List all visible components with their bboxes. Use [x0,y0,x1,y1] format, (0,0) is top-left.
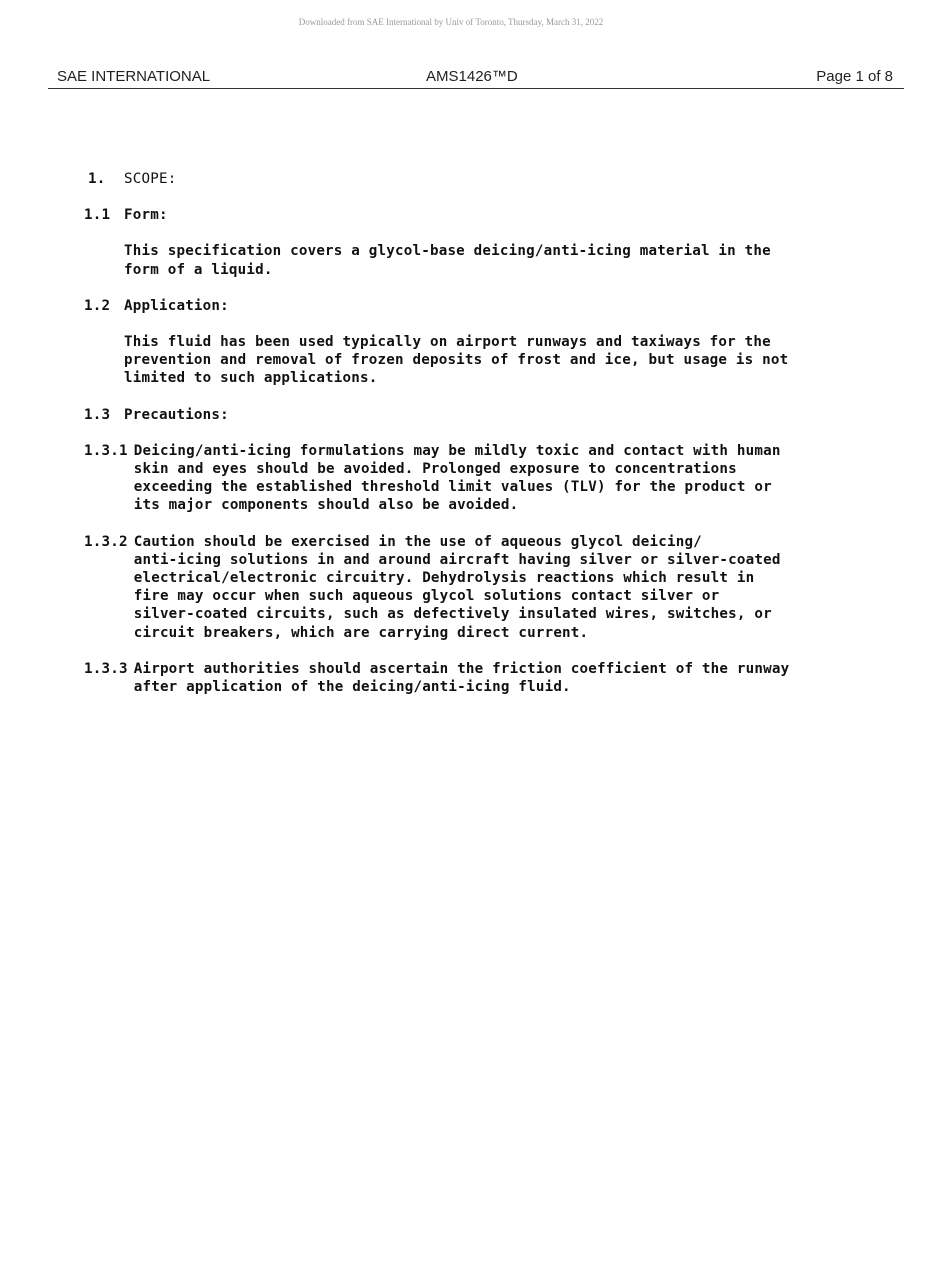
section-title: SCOPE: [124,171,177,187]
section-1-3-heading [84,406,884,424]
section-1-1-paragraph: This specification covers a glycol-base deicing/anti-icing material in the form of a liquid. [124,243,771,278]
section-1-3-1-item [84,442,884,515]
section-1-3-2-item [84,533,884,642]
header-organization: SAE INTERNATIONAL [57,68,211,85]
section-1-2-heading [84,297,884,315]
header-page-number: Page 1 of 8 [816,68,893,85]
item-text: Deicing/anti-icing formulations may be mildly toxic and contact with human skin and eyes should be avoided. Prolonged exposure to concentrations exceeding the established threshold limit values (TLV) for the product or its major components should also be avoided. [133,442,781,514]
section-scope-heading [84,170,884,188]
section-title: Precautions: [124,406,229,423]
item-number: 1.3.2 [84,533,128,550]
page-header [48,68,904,89]
section-title: Application: [124,297,229,314]
section-1-3-3-item [84,660,884,696]
header-document-number: AMS1426™D [426,68,518,85]
section-1-1-heading [84,206,884,224]
item-number: 1.3.1 [84,442,128,459]
section-number: 1.1 [84,207,111,224]
item-number: 1.3.3 [84,660,128,677]
section-title: Form: [124,207,168,224]
item-text: Caution should be exercised in the use of aqueous glycol deicing/ anti-icing solutions in and around aircraft having silver or silver-coated electrical/electronic circuitry. Dehydrolysis reactions which result in fire may occur when such aqueous glycol solutions contact silver or silver-coated circuits, such as defectively insulated wires, switches, or circuit breakers, which are carrying direct current. [133,533,781,641]
section-number: 1.3 [84,406,111,423]
section-1-2-paragraph: This fluid has been used typically on airport runways and taxiways for the prevention and removal of frozen deposits of frost and ice, but usage is not limited to such applications. [124,334,789,387]
download-watermark: Downloaded from SAE International by Univ of Toronto, Thursday, March 31, 2022 [298,17,604,27]
section-number: 1.2 [84,297,111,314]
item-text: Airport authorities should ascertain the friction coefficient of the runway after application of the deicing/anti-icing fluid. [133,660,790,696]
document-body [84,170,884,714]
section-number: 1. [88,171,106,187]
